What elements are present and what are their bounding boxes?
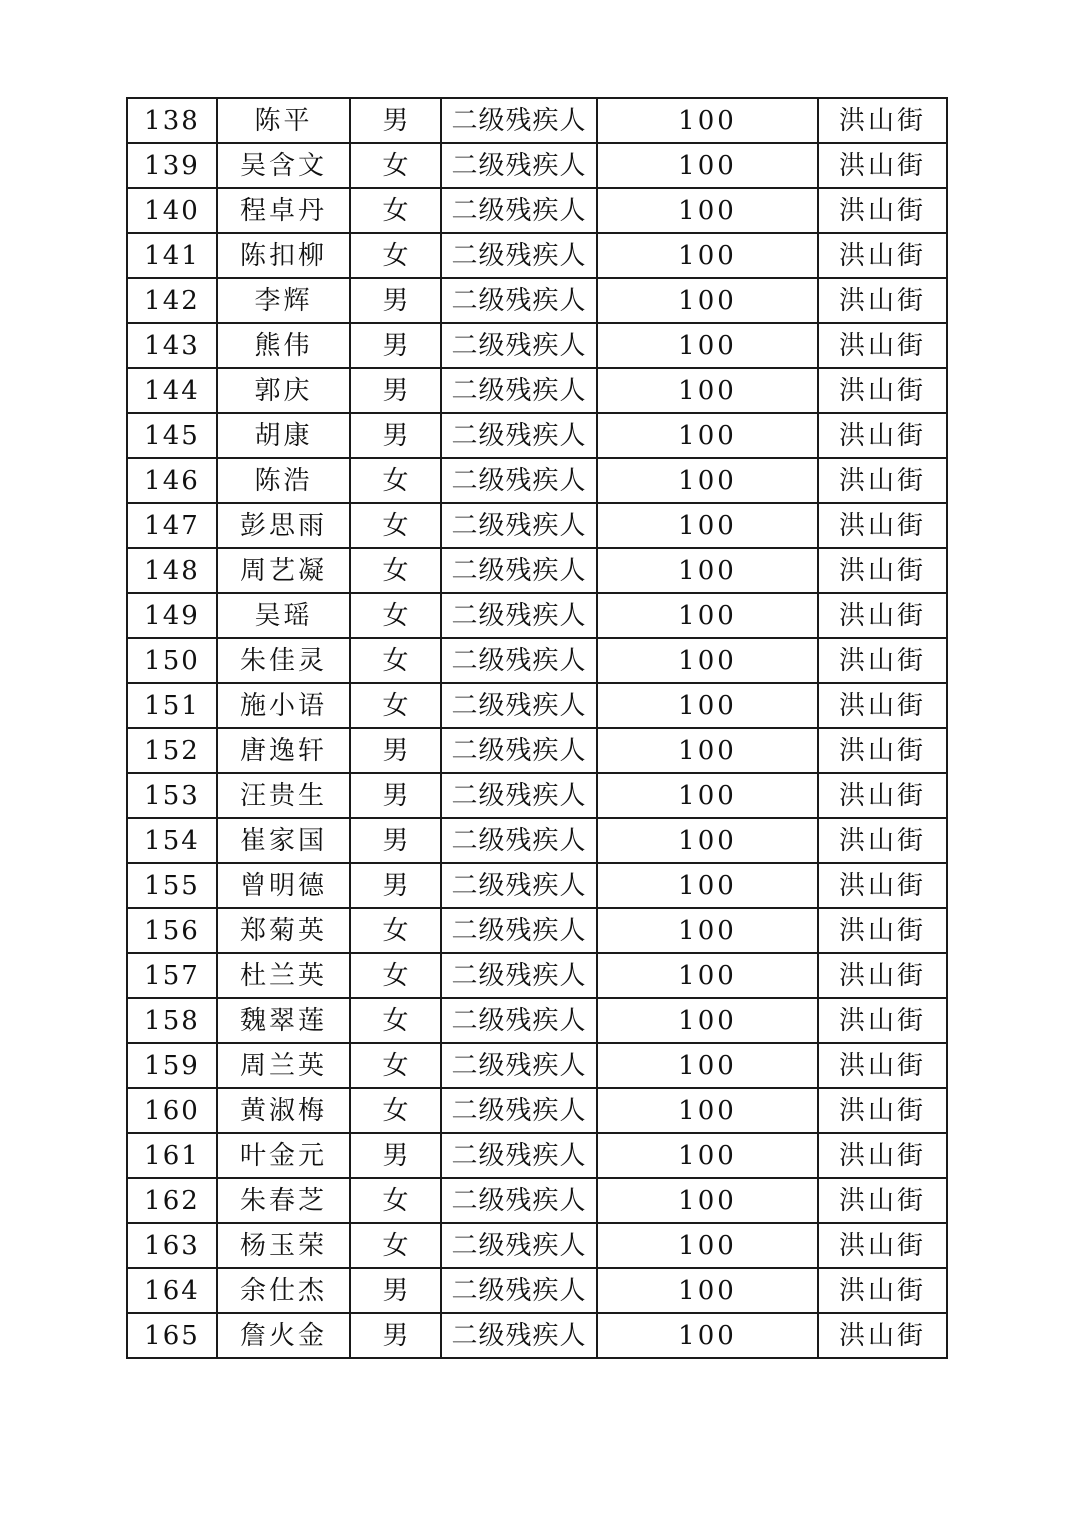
gender-cell: 女 xyxy=(350,143,441,188)
disability-category-cell: 二级残疾人 xyxy=(441,278,597,323)
serial-number-cell: 141 xyxy=(127,233,217,278)
serial-number-cell: 151 xyxy=(127,683,217,728)
street-cell: 洪山街 xyxy=(818,818,947,863)
gender-cell: 男 xyxy=(350,1133,441,1178)
disability-category-cell: 二级残疾人 xyxy=(441,1268,597,1313)
amount-cell: 100 xyxy=(597,1268,818,1313)
name-cell: 周艺凝 xyxy=(217,548,350,593)
amount-cell: 100 xyxy=(597,1088,818,1133)
name-cell: 陈扣柳 xyxy=(217,233,350,278)
gender-cell: 女 xyxy=(350,188,441,233)
amount-cell: 100 xyxy=(597,1223,818,1268)
serial-number-cell: 146 xyxy=(127,458,217,503)
serial-number-cell: 144 xyxy=(127,368,217,413)
table-row xyxy=(127,233,947,278)
name-cell: 陈浩 xyxy=(217,458,350,503)
amount-cell: 100 xyxy=(597,278,818,323)
name-cell: 胡康 xyxy=(217,413,350,458)
amount-cell: 100 xyxy=(597,1178,818,1223)
street-cell: 洪山街 xyxy=(818,1223,947,1268)
name-cell: 叶金元 xyxy=(217,1133,350,1178)
table-row xyxy=(127,413,947,458)
disability-category-cell: 二级残疾人 xyxy=(441,908,597,953)
gender-cell: 男 xyxy=(350,323,441,368)
amount-cell: 100 xyxy=(597,1043,818,1088)
gender-cell: 男 xyxy=(350,278,441,323)
name-cell: 彭思雨 xyxy=(217,503,350,548)
amount-cell: 100 xyxy=(597,863,818,908)
serial-number-cell: 145 xyxy=(127,413,217,458)
name-cell: 余仕杰 xyxy=(217,1268,350,1313)
amount-cell: 100 xyxy=(597,368,818,413)
serial-number-cell: 164 xyxy=(127,1268,217,1313)
serial-number-cell: 158 xyxy=(127,998,217,1043)
serial-number-cell: 143 xyxy=(127,323,217,368)
serial-number-cell: 160 xyxy=(127,1088,217,1133)
gender-cell: 男 xyxy=(350,773,441,818)
table-row xyxy=(127,503,947,548)
table-row xyxy=(127,1133,947,1178)
name-cell: 周兰英 xyxy=(217,1043,350,1088)
amount-cell: 100 xyxy=(597,233,818,278)
name-cell: 吴瑶 xyxy=(217,593,350,638)
table-row xyxy=(127,728,947,773)
street-cell: 洪山街 xyxy=(818,728,947,773)
table-row xyxy=(127,683,947,728)
serial-number-cell: 140 xyxy=(127,188,217,233)
amount-cell: 100 xyxy=(597,548,818,593)
table-row xyxy=(127,98,947,143)
serial-number-cell: 163 xyxy=(127,1223,217,1268)
serial-number-cell: 162 xyxy=(127,1178,217,1223)
gender-cell: 女 xyxy=(350,998,441,1043)
gender-cell: 女 xyxy=(350,1088,441,1133)
name-cell: 朱春芝 xyxy=(217,1178,350,1223)
serial-number-cell: 147 xyxy=(127,503,217,548)
gender-cell: 女 xyxy=(350,548,441,593)
name-cell: 曾明德 xyxy=(217,863,350,908)
amount-cell: 100 xyxy=(597,908,818,953)
table-row xyxy=(127,953,947,998)
name-cell: 唐逸轩 xyxy=(217,728,350,773)
street-cell: 洪山街 xyxy=(818,1133,947,1178)
disability-category-cell: 二级残疾人 xyxy=(441,953,597,998)
table-row xyxy=(127,908,947,953)
amount-cell: 100 xyxy=(597,998,818,1043)
street-cell: 洪山街 xyxy=(818,593,947,638)
disability-category-cell: 二级残疾人 xyxy=(441,1088,597,1133)
name-cell: 吴含文 xyxy=(217,143,350,188)
disability-category-cell: 二级残疾人 xyxy=(441,683,597,728)
street-cell: 洪山街 xyxy=(818,908,947,953)
street-cell: 洪山街 xyxy=(818,953,947,998)
amount-cell: 100 xyxy=(597,1133,818,1178)
serial-number-cell: 139 xyxy=(127,143,217,188)
table-row xyxy=(127,773,947,818)
street-cell: 洪山街 xyxy=(818,1268,947,1313)
gender-cell: 男 xyxy=(350,728,441,773)
table-row xyxy=(127,1223,947,1268)
amount-cell: 100 xyxy=(597,953,818,998)
gender-cell: 男 xyxy=(350,1268,441,1313)
serial-number-cell: 138 xyxy=(127,98,217,143)
street-cell: 洪山街 xyxy=(818,1043,947,1088)
gender-cell: 女 xyxy=(350,503,441,548)
disability-category-cell: 二级残疾人 xyxy=(441,323,597,368)
street-cell: 洪山街 xyxy=(818,458,947,503)
gender-cell: 女 xyxy=(350,1178,441,1223)
amount-cell: 100 xyxy=(597,503,818,548)
table-row xyxy=(127,863,947,908)
street-cell: 洪山街 xyxy=(818,188,947,233)
name-cell: 陈平 xyxy=(217,98,350,143)
gender-cell: 男 xyxy=(350,863,441,908)
gender-cell: 女 xyxy=(350,593,441,638)
gender-cell: 女 xyxy=(350,1223,441,1268)
gender-cell: 女 xyxy=(350,1043,441,1088)
serial-number-cell: 156 xyxy=(127,908,217,953)
name-cell: 郭庆 xyxy=(217,368,350,413)
disability-category-cell: 二级残疾人 xyxy=(441,818,597,863)
name-cell: 朱佳灵 xyxy=(217,638,350,683)
gender-cell: 女 xyxy=(350,458,441,503)
table-row xyxy=(127,1313,947,1358)
street-cell: 洪山街 xyxy=(818,683,947,728)
gender-cell: 男 xyxy=(350,98,441,143)
name-cell: 詹火金 xyxy=(217,1313,350,1358)
gender-cell: 女 xyxy=(350,953,441,998)
disability-category-cell: 二级残疾人 xyxy=(441,773,597,818)
serial-number-cell: 159 xyxy=(127,1043,217,1088)
serial-number-cell: 149 xyxy=(127,593,217,638)
street-cell: 洪山街 xyxy=(818,1088,947,1133)
table-row xyxy=(127,1268,947,1313)
street-cell: 洪山街 xyxy=(818,98,947,143)
serial-number-cell: 165 xyxy=(127,1313,217,1358)
street-cell: 洪山街 xyxy=(818,323,947,368)
disability-category-cell: 二级残疾人 xyxy=(441,458,597,503)
serial-number-cell: 150 xyxy=(127,638,217,683)
amount-cell: 100 xyxy=(597,638,818,683)
gender-cell: 男 xyxy=(350,818,441,863)
table-row xyxy=(127,1178,947,1223)
street-cell: 洪山街 xyxy=(818,863,947,908)
table-row xyxy=(127,998,947,1043)
name-cell: 熊伟 xyxy=(217,323,350,368)
amount-cell: 100 xyxy=(597,188,818,233)
roster-table-body xyxy=(127,98,947,1358)
table-row xyxy=(127,1043,947,1088)
amount-cell: 100 xyxy=(597,98,818,143)
serial-number-cell: 148 xyxy=(127,548,217,593)
table-row xyxy=(127,638,947,683)
amount-cell: 100 xyxy=(597,818,818,863)
street-cell: 洪山街 xyxy=(818,233,947,278)
street-cell: 洪山街 xyxy=(818,773,947,818)
name-cell: 汪贵生 xyxy=(217,773,350,818)
table-row xyxy=(127,278,947,323)
amount-cell: 100 xyxy=(597,593,818,638)
street-cell: 洪山街 xyxy=(818,548,947,593)
table-row xyxy=(127,593,947,638)
disability-category-cell: 二级残疾人 xyxy=(441,1133,597,1178)
serial-number-cell: 161 xyxy=(127,1133,217,1178)
gender-cell: 男 xyxy=(350,413,441,458)
serial-number-cell: 154 xyxy=(127,818,217,863)
gender-cell: 男 xyxy=(350,1313,441,1358)
name-cell: 杜兰英 xyxy=(217,953,350,998)
disability-category-cell: 二级残疾人 xyxy=(441,998,597,1043)
disability-category-cell: 二级残疾人 xyxy=(441,1043,597,1088)
name-cell: 魏翠莲 xyxy=(217,998,350,1043)
serial-number-cell: 152 xyxy=(127,728,217,773)
gender-cell: 女 xyxy=(350,638,441,683)
serial-number-cell: 157 xyxy=(127,953,217,998)
amount-cell: 100 xyxy=(597,1313,818,1358)
amount-cell: 100 xyxy=(597,143,818,188)
disability-category-cell: 二级残疾人 xyxy=(441,188,597,233)
disability-category-cell: 二级残疾人 xyxy=(441,1313,597,1358)
table-row xyxy=(127,1088,947,1133)
table-row xyxy=(127,323,947,368)
street-cell: 洪山街 xyxy=(818,143,947,188)
name-cell: 郑菊英 xyxy=(217,908,350,953)
disability-category-cell: 二级残疾人 xyxy=(441,728,597,773)
serial-number-cell: 142 xyxy=(127,278,217,323)
table-row xyxy=(127,188,947,233)
name-cell: 李辉 xyxy=(217,278,350,323)
street-cell: 洪山街 xyxy=(818,638,947,683)
disability-category-cell: 二级残疾人 xyxy=(441,548,597,593)
disability-category-cell: 二级残疾人 xyxy=(441,368,597,413)
disability-category-cell: 二级残疾人 xyxy=(441,413,597,458)
gender-cell: 女 xyxy=(350,233,441,278)
gender-cell: 女 xyxy=(350,683,441,728)
disability-category-cell: 二级残疾人 xyxy=(441,503,597,548)
disability-category-cell: 二级残疾人 xyxy=(441,98,597,143)
table-row xyxy=(127,143,947,188)
serial-number-cell: 155 xyxy=(127,863,217,908)
gender-cell: 男 xyxy=(350,368,441,413)
disability-category-cell: 二级残疾人 xyxy=(441,233,597,278)
name-cell: 施小语 xyxy=(217,683,350,728)
street-cell: 洪山街 xyxy=(818,1313,947,1358)
serial-number-cell: 153 xyxy=(127,773,217,818)
disability-category-cell: 二级残疾人 xyxy=(441,863,597,908)
name-cell: 程卓丹 xyxy=(217,188,350,233)
street-cell: 洪山街 xyxy=(818,998,947,1043)
table-row xyxy=(127,818,947,863)
amount-cell: 100 xyxy=(597,458,818,503)
amount-cell: 100 xyxy=(597,683,818,728)
gender-cell: 女 xyxy=(350,908,441,953)
amount-cell: 100 xyxy=(597,413,818,458)
disability-category-cell: 二级残疾人 xyxy=(441,593,597,638)
table-row xyxy=(127,368,947,413)
table-row xyxy=(127,548,947,593)
name-cell: 杨玉荣 xyxy=(217,1223,350,1268)
street-cell: 洪山街 xyxy=(818,1178,947,1223)
street-cell: 洪山街 xyxy=(818,503,947,548)
street-cell: 洪山街 xyxy=(818,278,947,323)
street-cell: 洪山街 xyxy=(818,413,947,458)
name-cell: 黄淑梅 xyxy=(217,1088,350,1133)
disability-category-cell: 二级残疾人 xyxy=(441,1178,597,1223)
street-cell: 洪山街 xyxy=(818,368,947,413)
amount-cell: 100 xyxy=(597,773,818,818)
amount-cell: 100 xyxy=(597,728,818,773)
table-row xyxy=(127,458,947,503)
disability-category-cell: 二级残疾人 xyxy=(441,638,597,683)
disability-category-cell: 二级残疾人 xyxy=(441,1223,597,1268)
amount-cell: 100 xyxy=(597,323,818,368)
disability-category-cell: 二级残疾人 xyxy=(441,143,597,188)
name-cell: 崔家国 xyxy=(217,818,350,863)
roster-table xyxy=(126,97,948,1359)
